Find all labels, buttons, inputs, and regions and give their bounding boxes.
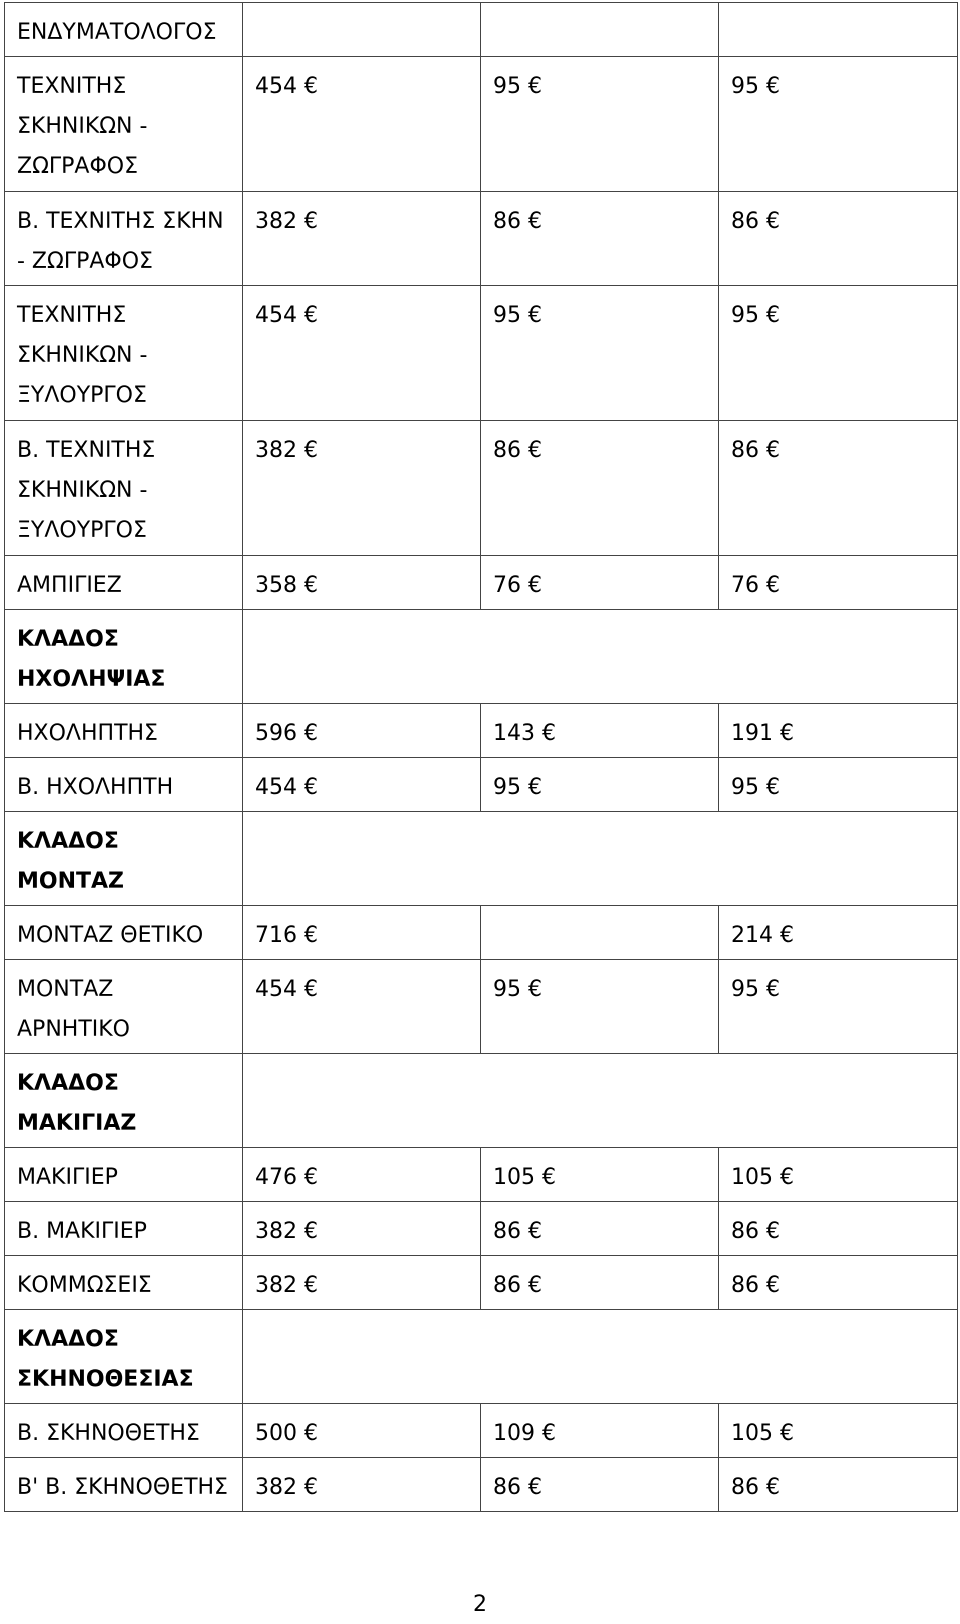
empty-cell	[243, 812, 958, 906]
table-row	[5, 3, 958, 57]
section-heading: ΚΛΑΔΟΣ ΜΑΚΙΓΙΑΖ	[5, 1054, 243, 1148]
amount-cell: 95 €	[481, 960, 719, 1054]
amount-cell: 95 €	[719, 758, 958, 812]
amount-cell: 86 €	[719, 421, 958, 556]
amount-cell: 143 €	[481, 704, 719, 758]
role-label: ΜΟΝΤΑΖ ΑΡΝΗΤΙΚΟ	[5, 960, 243, 1054]
table-row	[5, 610, 958, 704]
page-number: 2	[473, 1592, 487, 1617]
table-row	[5, 704, 958, 758]
amount-cell: 454 €	[243, 286, 481, 421]
amount-cell: 105 €	[719, 1404, 958, 1458]
amount-cell: 95 €	[719, 57, 958, 192]
amount-cell	[719, 3, 958, 57]
amount-cell: 382 €	[243, 1458, 481, 1512]
empty-cell	[243, 1310, 958, 1404]
table-row	[5, 286, 958, 421]
table-row	[5, 556, 958, 610]
section-heading: ΚΛΑΔΟΣ ΗΧΟΛΗΨΙΑΣ	[5, 610, 243, 704]
role-label: ΜΑΚΙΓΙΕΡ	[5, 1148, 243, 1202]
role-label: Β. ΤΕΧΝΙΤΗΣ ΣΚΗΝ - ΖΩΓΡΑΦΟΣ	[5, 192, 243, 286]
amount-cell: 86 €	[481, 1256, 719, 1310]
amount-cell: 454 €	[243, 960, 481, 1054]
table-row	[5, 421, 958, 556]
amount-cell: 191 €	[719, 704, 958, 758]
amount-cell	[481, 3, 719, 57]
amount-cell: 76 €	[481, 556, 719, 610]
empty-cell	[243, 610, 958, 704]
amount-cell: 76 €	[719, 556, 958, 610]
role-label: ΑΜΠΙΓΙΕΖ	[5, 556, 243, 610]
table-row	[5, 1054, 958, 1148]
table-row	[5, 1256, 958, 1310]
role-label: Β. ΜΑΚΙΓΙΕΡ	[5, 1202, 243, 1256]
table-row	[5, 758, 958, 812]
amount-cell: 500 €	[243, 1404, 481, 1458]
role-label: ΤΕΧΝΙΤΗΣ ΣΚΗΝΙΚΩΝ - ΖΩΓΡΑΦΟΣ	[5, 57, 243, 192]
role-label: Β. ΤΕΧΝΙΤΗΣ ΣΚΗΝΙΚΩΝ - ΞΥΛΟΥΡΓΟΣ	[5, 421, 243, 556]
amount-cell: 86 €	[481, 421, 719, 556]
amount-cell: 86 €	[481, 1458, 719, 1512]
amount-cell: 716 €	[243, 906, 481, 960]
role-label: ΗΧΟΛΗΠΤΗΣ	[5, 704, 243, 758]
amount-cell: 214 €	[719, 906, 958, 960]
table-row	[5, 906, 958, 960]
table-row	[5, 1310, 958, 1404]
table-row	[5, 812, 958, 906]
section-heading: ΚΛΑΔΟΣ ΣΚΗΝΟΘΕΣΙΑΣ	[5, 1310, 243, 1404]
amount-cell	[481, 906, 719, 960]
amount-cell: 86 €	[719, 192, 958, 286]
amount-cell: 95 €	[481, 286, 719, 421]
amount-cell: 382 €	[243, 1202, 481, 1256]
amount-cell: 382 €	[243, 1256, 481, 1310]
amount-cell: 382 €	[243, 421, 481, 556]
table-row	[5, 960, 958, 1054]
amount-cell: 86 €	[481, 192, 719, 286]
amount-cell: 86 €	[719, 1458, 958, 1512]
amount-cell: 358 €	[243, 556, 481, 610]
section-heading: ΚΛΑΔΟΣ ΜΟΝΤΑΖ	[5, 812, 243, 906]
amount-cell: 95 €	[481, 758, 719, 812]
role-label: ΚΟΜΜΩΣΕΙΣ	[5, 1256, 243, 1310]
amount-cell: 95 €	[719, 286, 958, 421]
amount-cell: 454 €	[243, 57, 481, 192]
amount-cell: 86 €	[719, 1256, 958, 1310]
table-row	[5, 1404, 958, 1458]
table-row	[5, 1202, 958, 1256]
role-label: ΤΕΧΝΙΤΗΣ ΣΚΗΝΙΚΩΝ - ΞΥΛΟΥΡΓΟΣ	[5, 286, 243, 421]
amount-cell: 95 €	[719, 960, 958, 1054]
amount-cell: 105 €	[719, 1148, 958, 1202]
role-label: Β. ΣΚΗΝΟΘΕΤΗΣ	[5, 1404, 243, 1458]
role-label: ΕΝΔΥΜΑΤΟΛΟΓΟΣ	[5, 3, 243, 57]
table-row	[5, 1148, 958, 1202]
amount-cell: 86 €	[481, 1202, 719, 1256]
amount-cell: 109 €	[481, 1404, 719, 1458]
amount-cell: 95 €	[481, 57, 719, 192]
role-label: Β. ΗΧΟΛΗΠΤΗ	[5, 758, 243, 812]
empty-cell	[243, 1054, 958, 1148]
amount-cell: 454 €	[243, 758, 481, 812]
table-row	[5, 1458, 958, 1512]
amount-cell: 476 €	[243, 1148, 481, 1202]
amount-cell: 86 €	[719, 1202, 958, 1256]
role-label: Β' Β. ΣΚΗΝΟΘΕΤΗΣ	[5, 1458, 243, 1512]
role-label: ΜΟΝΤΑΖ ΘΕΤΙΚΟ	[5, 906, 243, 960]
table-row	[5, 57, 958, 192]
table-row	[5, 192, 958, 286]
salary-table	[4, 2, 958, 1512]
amount-cell: 382 €	[243, 192, 481, 286]
amount-cell: 105 €	[481, 1148, 719, 1202]
amount-cell: 596 €	[243, 704, 481, 758]
amount-cell	[243, 3, 481, 57]
